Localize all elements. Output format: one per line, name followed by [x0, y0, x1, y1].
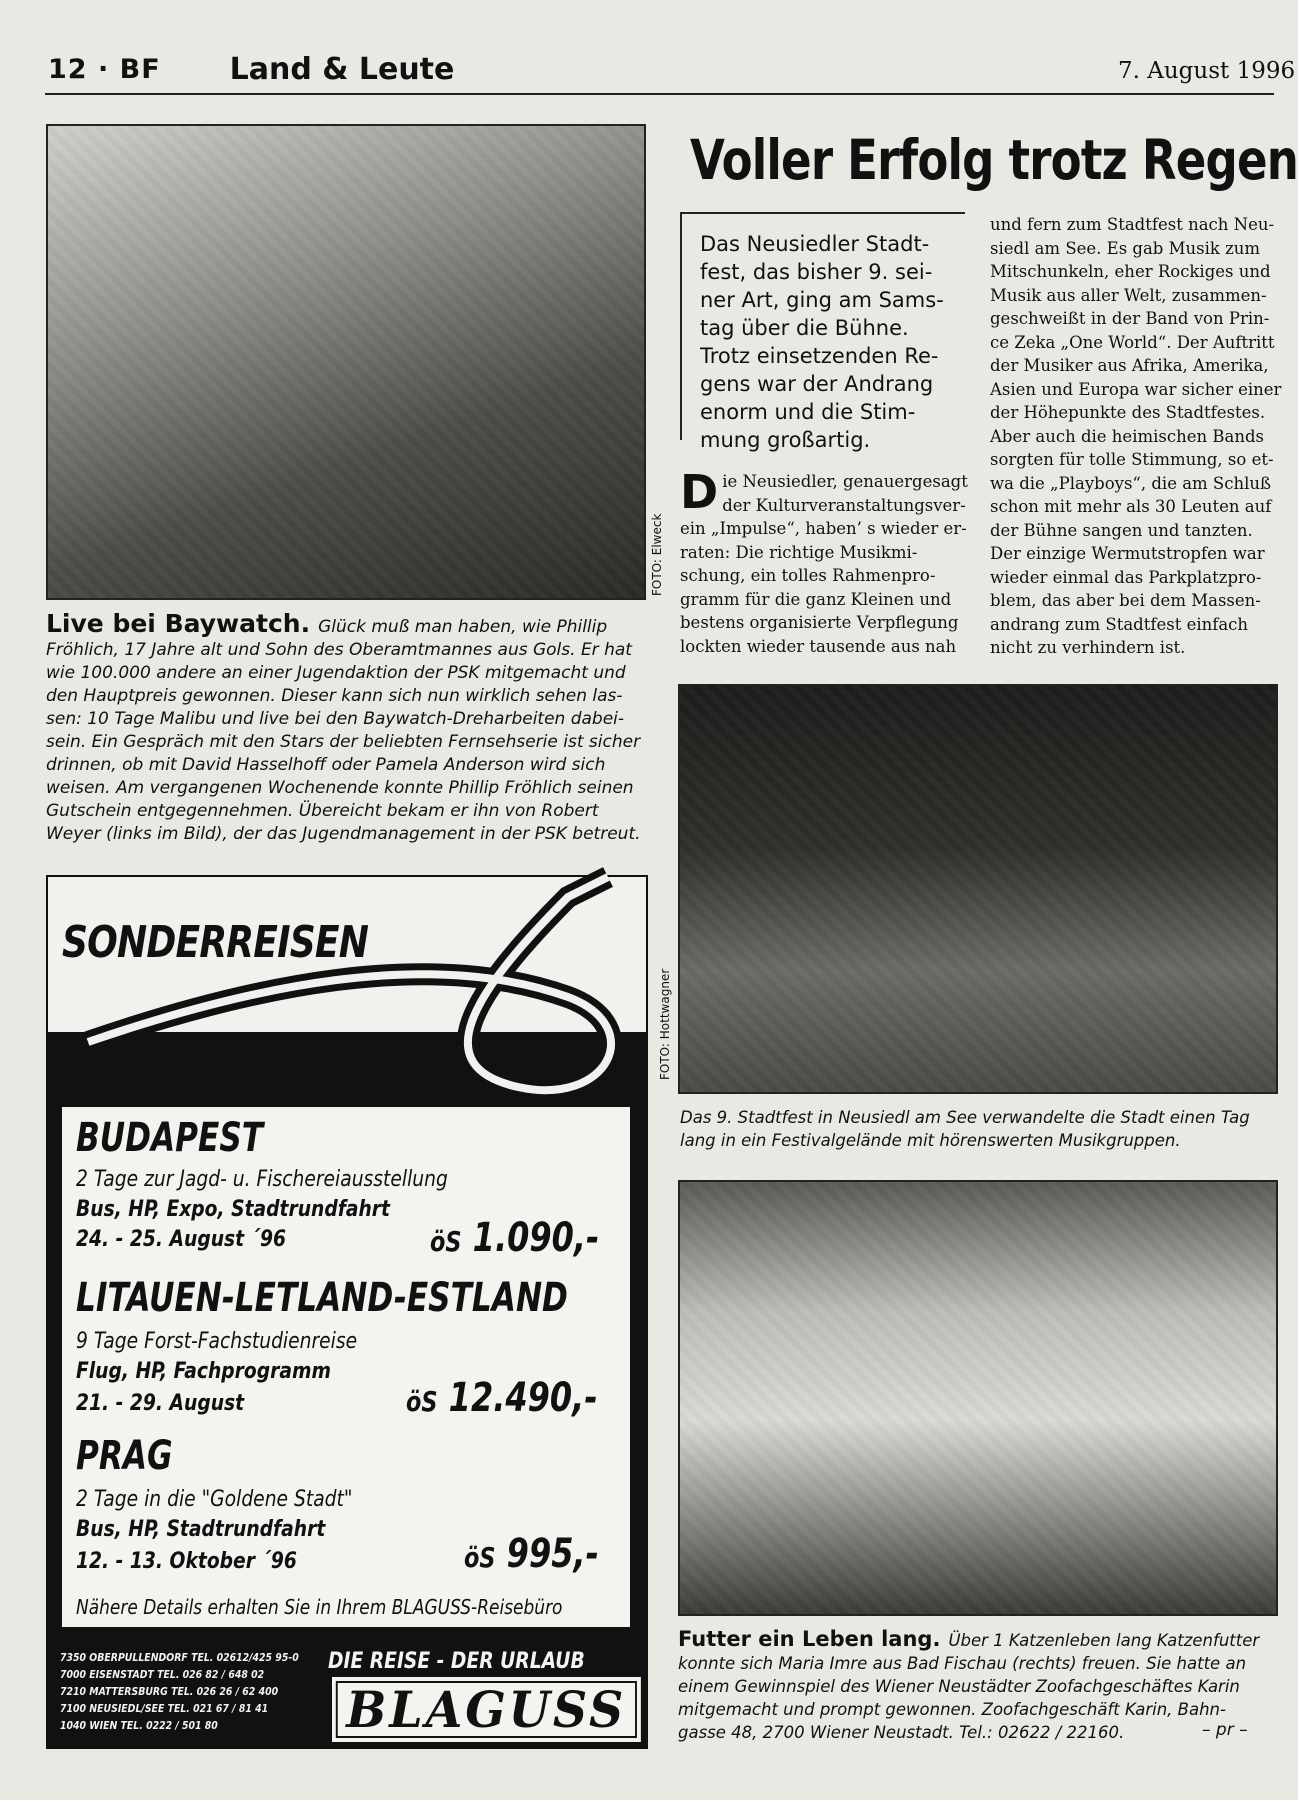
ad-footnote: Nähere Details erhalten Sie in Ihrem BLAGUSS-Reisebüro [76, 1595, 563, 1619]
cat-food-winner-photo [678, 1180, 1278, 1616]
lead-line: fest, das bisher 9. sei- [700, 260, 933, 284]
body-line: schung, ein tolles Rahmenpro- [680, 566, 936, 585]
photo-credit-hottwagner: FOTO: Hottwagner [658, 968, 672, 1080]
body-line: Der einzige Wermutstropfen war [990, 544, 1265, 563]
article-column-1 [680, 465, 970, 658]
body-line: Aber auch die heimischen Bands [990, 426, 1264, 446]
trip-dates: 21. - 29. August [76, 1391, 245, 1416]
body-line: siedl am See. Es gab Musik zum [990, 238, 1261, 258]
caption-line: mitgemacht und prompt gewonnen. Zoofachgeschäft Karin, Bahn- [678, 1700, 1226, 1719]
lead-line: tag über die Bühne. [700, 316, 909, 340]
office-address: 7210 MATTERSBURG TEL. 026 26 / 62 400 [60, 1685, 279, 1698]
price-value: 12.490,- [448, 1375, 598, 1421]
trip-dates: 12. - 13. Oktober ´96 [76, 1549, 297, 1574]
issue-date: 7. August 1996 [1118, 58, 1296, 84]
body-line: wa die „Playboys“, die am Schluß [990, 473, 1272, 493]
body-line: andrang zum Stadtfest einfach [990, 614, 1249, 634]
caption-line: Über 1 Katzenleben lang Katzenfutter [948, 1631, 1260, 1650]
caption-line: weisen. Am vergangenen Wochenende konnte Phillip Fröhlich seinen [46, 778, 634, 798]
lead-line: enorm und die Stim- [700, 400, 916, 424]
ad-top-panel [48, 877, 646, 1052]
caption-line: gasse 48, 2700 Wiener Neustadt. Tel.: 02622 / 22160. [678, 1723, 1125, 1742]
ad-title: SONDERREISEN [62, 917, 369, 968]
baywatch-photo [46, 124, 646, 600]
price-value: 1.090,- [472, 1215, 600, 1261]
ad-offers-panel [62, 1107, 630, 1627]
trip-details: Bus, HP, Expo, Stadtrundfahrt [76, 1197, 390, 1222]
body-line: der Musiker aus Afrika, Amerika, [990, 356, 1269, 375]
trip-dates: 24. - 25. August ´96 [76, 1227, 286, 1252]
lead-line: ner Art, ging am Sams- [700, 288, 944, 312]
author-signoff: – pr – [1202, 1720, 1248, 1740]
body-line: Mitschunkeln, eher Rockiges und [990, 262, 1271, 281]
body-line: und fern zum Stadtfest nach Neu- [990, 215, 1275, 234]
body-line: schon mit mehr als 30 Leuten auf [990, 497, 1272, 516]
office-address: 7100 NEUSIEDL/SEE TEL. 021 67 / 81 41 [60, 1702, 269, 1715]
lead-line: mung großartig. [700, 428, 871, 452]
body-line: gramm für die ganz Kleinen und [680, 589, 952, 609]
lead-line: Das Neusiedler Stadt- [700, 232, 930, 256]
body-line: Musik aus aller Welt, zusammen- [990, 285, 1267, 305]
caption-line: sen: 10 Tage Malibu und live bei den Baywatch-Dreharbeiten dabei- [46, 709, 625, 729]
body-line: ein „Impulse“, haben’ s wieder er- [680, 519, 967, 538]
body-line: nicht zu verhindern ist. [990, 638, 1186, 657]
trip-price [406, 1375, 598, 1421]
office-address: 7000 EISENSTADT TEL. 026 82 / 648 02 [60, 1668, 265, 1681]
currency-label: öS [464, 1541, 496, 1574]
body-line: ce Zeka „One World“. Der Auftritt [990, 332, 1275, 352]
office-list [60, 1649, 299, 1734]
trip-description: 2 Tage in die "Goldene Stadt" [76, 1487, 353, 1512]
body-line: der Bühne sangen und tanzten. [990, 520, 1253, 540]
price-value: 995,- [506, 1531, 599, 1577]
trip-price [430, 1215, 599, 1261]
lead-line: Trotz einsetzenden Re- [700, 344, 939, 368]
trip-description: 9 Tage Forst-Fachstudienreise [76, 1329, 358, 1354]
caption-line: Das 9. Stadtfest in Neusiedl am See verwandelte die Stadt einen Tag [680, 1108, 1250, 1127]
page-number: 12 · BF [48, 54, 161, 85]
trip-destination: BUDAPEST [76, 1115, 264, 1161]
currency-label: öS [430, 1225, 462, 1258]
trip-details: Flug, HP, Fachprogramm [76, 1359, 331, 1384]
baywatch-caption [46, 609, 646, 846]
caption-line: wie 100.000 andere an einer Jugendaktion der PSK mitgemacht und [46, 663, 626, 683]
body-line: wieder einmal das Parkplatzpro- [990, 567, 1262, 587]
caption-line: sein. Ein Gespräch mit den Stars der beliebten Fernsehserie ist sicher [46, 732, 641, 752]
stadtfest-caption [680, 1106, 1274, 1152]
caption-line: Fröhlich, 17 Jahre alt und Sohn des Oberamtmannes aus Gols. Er hat [46, 640, 632, 660]
body-line: Asien und Europa war sicher einer [990, 379, 1282, 399]
body-line: raten: Die richtige Musikmi- [680, 542, 918, 562]
photo-credit-elweck: FOTO: Elweck [650, 513, 664, 596]
stadtfest-concert-photo [678, 684, 1278, 1094]
trip-description: 2 Tage zur Jagd- u. Fischereiausstellung [76, 1167, 448, 1192]
section-title: Land & Leute [229, 52, 455, 87]
trip-details: Bus, HP, Stadtrundfahrt [76, 1517, 326, 1542]
header-rule [45, 93, 1274, 95]
trip-price [464, 1531, 599, 1577]
ad-slogan: DIE REISE - DER URLAUB [328, 1649, 585, 1674]
caption-line: drinnen, ob mit David Hasselhoff oder Pamela Anderson wird sich [46, 755, 606, 775]
body-line: geschweißt in der Band von Prin- [990, 309, 1270, 328]
caption-line: einem Gewinnspiel des Wiener Neustädter Zoofachgeschäftes Karin [678, 1677, 1240, 1696]
caption-headline: Futter ein Leben lang. [678, 1627, 941, 1651]
article-column-2 [990, 213, 1282, 660]
trip-destination: PRAG [76, 1433, 173, 1479]
body-line: lockten wieder tausende aus nah [680, 636, 957, 656]
caption-line: Gutschein entgegennehmen. Übereicht bekam er ihn von Robert [46, 801, 599, 821]
body-line: blem, das aber bei dem Massen- [990, 591, 1261, 610]
drop-cap: D [680, 465, 719, 519]
body-line: der Höhepunkte des Stadtfestes. [990, 403, 1266, 422]
currency-label: öS [406, 1385, 438, 1418]
body-line: bestens organisierte Verpflegung [680, 613, 959, 632]
caption-headline: Live bei Baywatch. [46, 609, 311, 638]
article-lead [700, 230, 955, 454]
sonderreisen-ad [46, 875, 648, 1749]
article-headline: Voller Erfolg trotz Regen [690, 128, 1298, 192]
office-address: 7350 OBERPULLENDORF TEL. 02612/425 95-0 [60, 1651, 299, 1664]
caption-line: den Hauptpreis gewonnen. Dieser kann sich nun wirklich sehen las- [46, 686, 623, 706]
body-line: sorgten für tolle Stimmung, so et- [990, 450, 1274, 469]
caption-line: lang in ein Festivalgelände mit hörenswerten Musikgruppen. [680, 1131, 1181, 1150]
cat-food-caption [678, 1628, 1274, 1744]
body-line: ie Neusiedler, genauergesagt [722, 472, 968, 491]
body-line: der Kulturveranstaltungsver- [722, 495, 966, 515]
office-address: 1040 WIEN TEL. 0222 / 501 80 [60, 1719, 218, 1732]
lead-line: gens war der Andrang [700, 372, 934, 396]
caption-line: Glück muß man haben, wie Phillip [318, 617, 608, 637]
caption-line: konnte sich Maria Imre aus Bad Fischau (rechts) freuen. Sie hatte an [678, 1654, 1247, 1673]
blaguss-logo: BLAGUSS [332, 1677, 640, 1742]
caption-line: Weyer (links im Bild), der das Jugendmanagement in der PSK betreut. [46, 824, 641, 844]
trip-destination: LITAUEN-LETLAND-ESTLAND [76, 1275, 568, 1321]
